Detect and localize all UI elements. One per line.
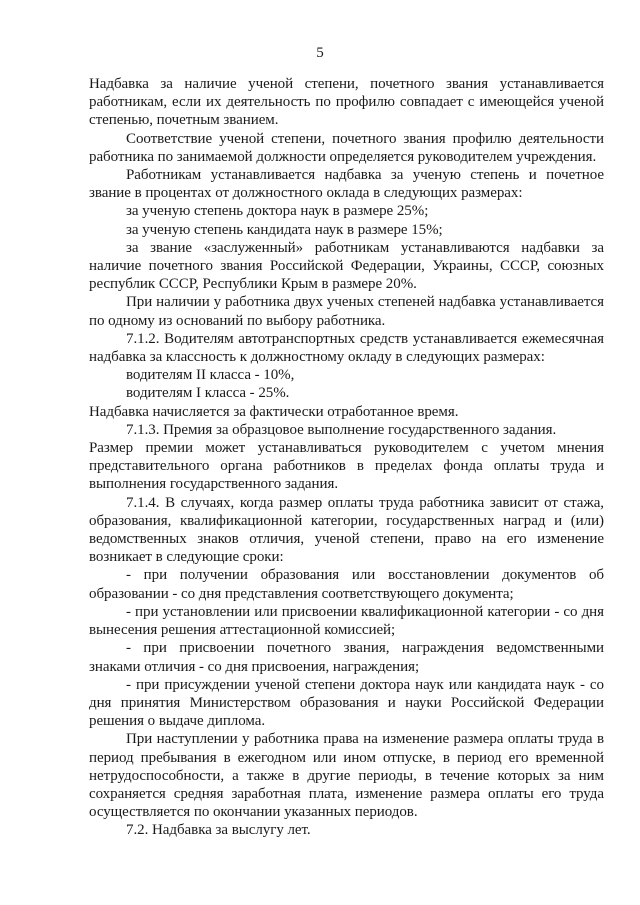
list-item: - при присуждении ученой степени доктора наук или кандидата наук - со дня принятия Министерством образования и науки Российской Федерации решения о выдаче диплома.	[89, 676, 604, 730]
list-item: за ученую степень кандидата наук в размере 15%;	[126, 221, 443, 238]
paragraph: Соответствие ученой степени, почетного звания профилю деятельности работника по занимаемой должности определяется руководителем учреждения.	[89, 130, 604, 165]
paragraph: 7.1.4. В случаях, когда размер оплаты труда работника зависит от стажа, образования, квалификационной категории, государственных наград и (или) ведомственных знаков отличия, ученой степени, право на его изменение возникает в следующие сроки:	[89, 494, 604, 566]
list-item: - при установлении или присвоении квалификационной категории - со дня вынесения решения аттестационной комиссией;	[89, 603, 604, 639]
list-item: за ученую степень доктора наук в размере 25%;	[126, 203, 429, 220]
paragraph: При наличии у работника двух ученых степеней надбавка устанавливается по одному из оснований по выбору работника.	[89, 294, 604, 329]
paragraph: за звание «заслуженный» работникам устанавливаются надбавки за наличие почетного звания Российской Федерации, Украины, СССР, союзных республик СССР, Республики Крым в размере 20%.	[89, 239, 604, 293]
paragraph: 7.1.2. Водителям автотранспортных средств устанавливается ежемесячная надбавка за классность к должностному окладу в следующих размерах:	[89, 330, 604, 366]
paragraph: Работникам устанавливается надбавка за ученую степень и почетное звание в процентах от должностного оклада в следующих размерах:	[89, 167, 604, 202]
list-item: водителям II класса - 10%,	[126, 367, 295, 384]
paragraph: При наступлении у работника права на изменение размера оплаты труда в период пребывания в ежегодном или ином отпуске, в период его временной нетрудоспособности, а также в другие периоды, в течение которых за ним сохраняется средняя заработная плата, изменение размера оплаты его труда осуществляется по окончании указанных периодов.	[89, 731, 604, 821]
section-heading: 7.1.3. Премия за образцовое выполнение государственного задания.	[126, 421, 557, 438]
list-item: - при присвоении почетного звания, награждения ведомственными знаками отличия - со дня присвоения, награждения;	[89, 640, 604, 675]
document-body	[89, 75, 604, 840]
list-item: водителям I класса - 25%.	[126, 385, 290, 402]
paragraph: Надбавка начисляется за фактически отработанное время.	[89, 403, 459, 420]
paragraph: Размер премии может устанавливаться руководителем с учетом мнения представительного органа работников в пределах фонда оплаты труда и выполнения государственного задания.	[89, 440, 604, 493]
list-item: - при получении образования или восстановлении документов об образовании - со дня представления соответствующего документа;	[89, 567, 604, 602]
section-heading: 7.2. Надбавка за выслугу лет.	[126, 822, 311, 839]
paragraph: Надбавка за наличие ученой степени, почетного звания устанавливается работникам, если их деятельность по профилю совпадает с имеющейся ученой степенью, почетным званием.	[89, 76, 604, 129]
page-number: 5	[316, 45, 324, 61]
